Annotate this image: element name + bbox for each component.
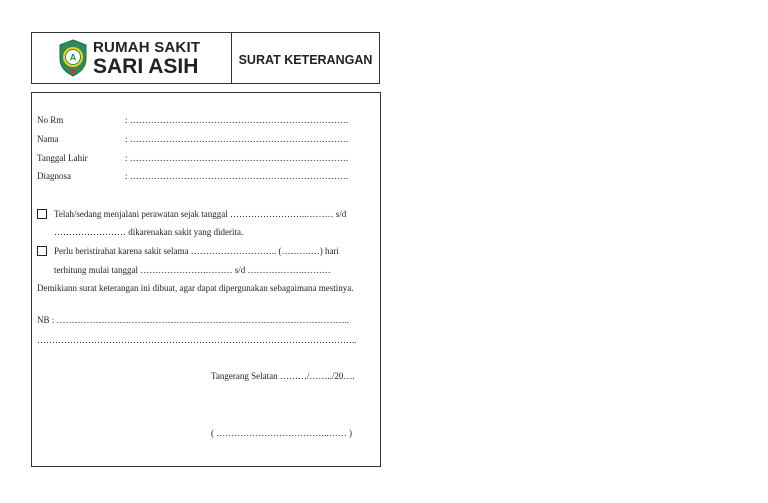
certificate-body	[31, 92, 381, 467]
nb-line1[interactable]: NB : ……………………………………………………………………………………..	[37, 315, 350, 325]
option2-line1: Perlu beristirahat karena sakit selama ……………………….. (……….…) hari	[54, 246, 339, 256]
document-header	[31, 32, 380, 84]
field-value-nama[interactable]: : ……………………………………………………………….	[125, 134, 349, 144]
field-label-diagnosa: Diagnosa	[37, 171, 71, 181]
hospital-logo-icon	[58, 39, 88, 77]
hospital-name-line2: SARI ASIH	[93, 54, 199, 78]
field-label-tanggal-lahir: Tanggal Lahir	[37, 153, 88, 163]
checkbox-perawatan[interactable]	[37, 209, 47, 219]
option1-line2: …………………… dikarenakan sakit yang diderita.	[54, 227, 244, 237]
place-date: Tangerang Selatan ………/……../20….	[211, 371, 355, 381]
statement-text: Demikiann surat keterangan ini dibuat, agar dapat dipergunakan sebagaimana mestinya.	[37, 283, 354, 293]
field-label-no-rm: No Rm	[37, 115, 64, 125]
signature-line: ( ………………………………..…… )	[211, 428, 352, 438]
option1-line1: Telah/sedang menjalani perawatan sejak tanggal ……………………..……… s/d	[54, 209, 347, 219]
field-value-diagnosa[interactable]: : ……………………………………………………………….	[125, 171, 349, 181]
nb-line2[interactable]: ……………………………………………………………………………………………..	[37, 335, 357, 345]
logo-letter: A	[69, 52, 77, 63]
field-label-nama: Nama	[37, 134, 59, 144]
hospital-name-line1: RUMAH SAKIT	[93, 38, 201, 56]
field-value-no-rm[interactable]: : ……………………………………………………………….	[125, 115, 349, 125]
document-title: SURAT KETERANGAN	[238, 53, 373, 67]
hospital-brand	[32, 33, 232, 83]
option2-line2: terhitung mulai tanggal ………………….……… s/d ……………….………	[54, 265, 331, 275]
checkbox-istirahat[interactable]	[37, 246, 47, 256]
field-value-tanggal-lahir[interactable]: : ……………………………………………………………….	[125, 153, 349, 163]
